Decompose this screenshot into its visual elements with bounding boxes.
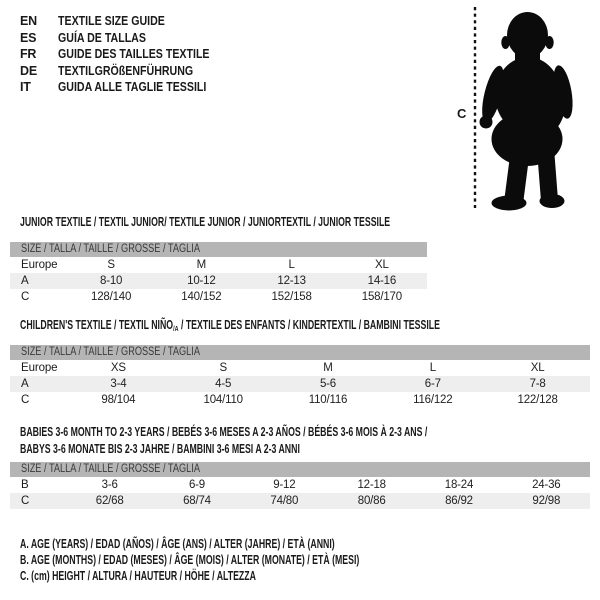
babies-heading-line1: BABIES 3-6 MONTH TO 2-3 YEARS / BEBÉS 3-6 MESES A 2-3 AÑOS / BÉBÉS 3-6 MOIS À 2-3 ANS /	[20, 425, 428, 439]
table-row-age-months	[10, 477, 590, 493]
junior-section-heading	[20, 214, 549, 231]
language-code: DE	[20, 63, 37, 78]
size-header-label: SIZE / TALLA / TAILLE / GRÖSSE / TAGLIA	[21, 346, 200, 358]
guide-title: TEXTILE SIZE GUIDE	[58, 14, 165, 29]
table-row-europe	[10, 360, 590, 376]
height-cell: 116/122	[413, 394, 453, 406]
language-code: IT	[20, 80, 31, 95]
table-row-height	[10, 289, 427, 305]
age-cell: 10-12	[187, 275, 216, 287]
size-cell: M	[323, 362, 333, 374]
footnote-b-text: B. AGE (MONTHS) / EDAD (MESES) / ÂGE (MOIS) / ALTER (MONATE) / ETÀ (MESI)	[20, 553, 360, 568]
children-section-heading	[20, 317, 600, 337]
height-cell: 152/158	[271, 291, 312, 303]
row-label: A	[21, 378, 29, 390]
age-cell: 14-16	[367, 275, 397, 287]
size-cell: L	[429, 362, 436, 374]
language-row-en	[20, 13, 236, 30]
language-row-de	[20, 63, 236, 80]
toddler-silhouette-icon	[478, 12, 576, 211]
table-row-age	[10, 273, 427, 289]
height-cell: 98/104	[101, 394, 136, 406]
babies-section-heading	[20, 424, 600, 457]
junior-heading-text: JUNIOR TEXTILE / TEXTIL JUNIOR/ TEXTILE JUNIOR / JUNIORTEXTIL / JUNIOR TESSILE	[20, 215, 391, 229]
age-cell: 5-6	[319, 378, 336, 390]
age-cell: 12-13	[277, 275, 306, 287]
language-row-fr	[20, 46, 236, 63]
height-cell: 104/110	[203, 394, 243, 406]
children-heading-sub: /A	[173, 323, 179, 333]
footnote-b	[20, 552, 505, 568]
age-cell: 7-8	[529, 378, 546, 390]
children-heading-text	[20, 317, 440, 337]
footnote-a	[20, 536, 505, 552]
height-cell: 110/116	[308, 394, 348, 406]
size-cell: XL	[530, 362, 545, 374]
age-cell: 6-7	[424, 378, 441, 390]
table-row-height	[10, 392, 590, 408]
age-cell: 12-18	[357, 479, 386, 491]
language-row-it	[20, 79, 236, 96]
height-cell: 158/170	[361, 291, 402, 303]
size-figure	[455, 2, 600, 212]
babies-size-table	[10, 462, 590, 509]
row-label: Europe	[21, 259, 58, 271]
size-cell: S	[219, 362, 227, 374]
babies-heading-line2: BABYS 3-6 MONATE BIS 2-3 JAHRE / BAMBINI 3-6 MESI A 2-3 ANNI	[20, 441, 300, 456]
children-heading-post: / TEXTILE DES ENFANTS / KINDERTEXTIL / BAMBINI TESSILE	[178, 318, 440, 332]
age-cell: 3-4	[110, 378, 127, 390]
footnote-c	[20, 568, 505, 584]
age-cell: 9-12	[273, 479, 296, 491]
size-cell: S	[107, 259, 115, 271]
row-label: C	[21, 495, 30, 507]
language-code: EN	[20, 14, 37, 29]
size-cell: XL	[375, 259, 389, 271]
language-header	[20, 13, 236, 96]
size-header-label: SIZE / TALLA / TAILLE / GRÖSSE / TAGLIA	[21, 243, 200, 255]
age-cell: 6-9	[188, 479, 205, 491]
size-header-bar	[10, 462, 590, 477]
age-cell: 3-6	[101, 479, 118, 491]
row-label: C	[21, 291, 30, 303]
language-code: FR	[20, 47, 37, 62]
height-measure-label: C	[457, 106, 467, 121]
guide-title: GUIDA ALLE TAGLIE TESSILI	[58, 80, 207, 95]
size-cell: XS	[110, 362, 126, 374]
age-cell: 24-36	[532, 479, 561, 491]
height-cell: 128/140	[91, 291, 132, 303]
height-cell: 80/86	[357, 495, 386, 507]
footnote-c-text: C. (cm) HEIGHT / ALTURA / HAUTEUR / HÖHE / ALTEZZA	[20, 569, 256, 584]
height-cell: 122/128	[517, 394, 558, 406]
legend-footnotes	[20, 536, 505, 585]
language-row-es	[20, 30, 236, 47]
footnote-a-text: A. AGE (YEARS) / EDAD (AÑOS) / ÂGE (ANS) / ALTER (JAHRE) / ETÀ (ANNI)	[20, 537, 335, 551]
children-size-table	[10, 345, 590, 408]
table-row-europe	[10, 257, 427, 273]
size-header-label: SIZE / TALLA / TAILLE / GRÖSSE / TAGLIA	[21, 463, 200, 475]
guide-title: GUIDE DES TAILLES TEXTILE	[58, 47, 210, 62]
row-label: A	[21, 275, 29, 287]
size-cell: L	[288, 259, 295, 271]
age-cell: 8-10	[100, 275, 123, 287]
height-cell: 62/68	[95, 495, 124, 507]
row-label: B	[21, 479, 29, 491]
height-cell: 68/74	[183, 495, 211, 507]
height-cell: 74/80	[270, 495, 299, 507]
size-header-bar	[10, 345, 590, 360]
row-label: Europe	[21, 362, 58, 374]
age-cell: 4-5	[215, 378, 232, 390]
children-heading-pre: CHILDREN'S TEXTILE / TEXTIL NIÑO	[20, 318, 174, 332]
height-cell: 92/98	[532, 495, 561, 507]
size-cell: M	[196, 259, 207, 271]
guide-title: GUÍA DE TALLAS	[58, 30, 146, 45]
table-row-height	[10, 493, 590, 509]
guide-title: TEXTILGRÖßENFÜHRUNG	[58, 63, 194, 78]
height-cell: 86/92	[445, 495, 473, 507]
age-cell: 18-24	[444, 479, 474, 491]
junior-size-table	[10, 242, 427, 305]
language-code: ES	[20, 30, 37, 45]
size-header-bar	[10, 242, 427, 257]
height-cell: 140/152	[181, 291, 222, 303]
row-label: C	[21, 394, 30, 406]
table-row-age	[10, 376, 590, 392]
